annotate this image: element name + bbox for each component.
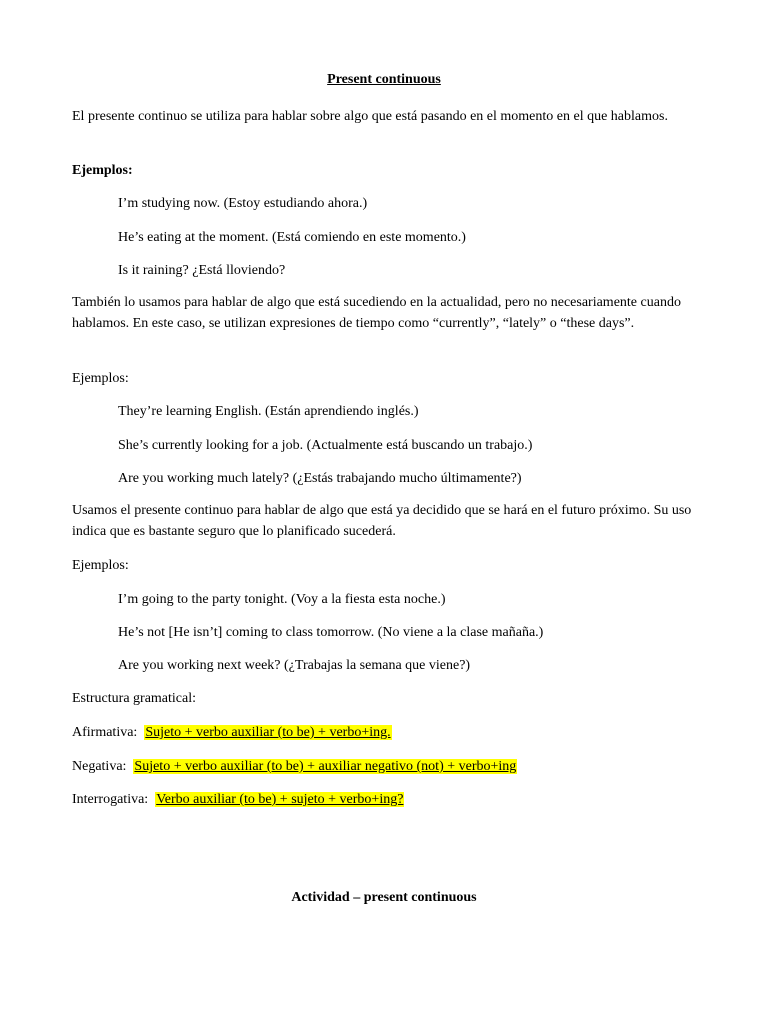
usage-paragraph-2: También lo usamos para hablar de algo que está sucediendo en la actualidad, pero no necesariamente cuando hablamos. En este caso, se utilizan expresiones de tiempo como “currently”, “lately” o “these days”. [72,295,681,331]
example-line: Are you working next week? (¿Trabajas la semana que viene?) [118,658,471,673]
example-line: I’m going to the party tonight. (Voy a la fiesta esta noche.) [118,592,446,607]
structure-interrogative [72,789,702,810]
structure-negative [72,756,702,777]
usage-paragraph-3: Usamos el presente continuo para hablar de algo que está ya decidido que se hará en el futuro próximo. Su uso indica que es bastante seguro que lo planificado sucederá. [72,503,692,539]
intro-paragraph: El presente continuo se utiliza para hablar sobre algo que está pasando en el momento en el que hablamos. [72,109,668,124]
structure-formula: Sujeto + verbo auxiliar (to be) + verbo+ing. [145,725,391,740]
structure-formula: Verbo auxiliar (to be) + sujeto + verbo+ing? [156,792,404,807]
example-line: He’s eating at the moment. (Está comiendo en este momento.) [118,230,466,245]
example-line: They’re learning English. (Están aprendiendo inglés.) [118,404,419,419]
structure-label: Interrogativa: [72,792,149,807]
structure-label: Negativa: [72,759,127,774]
example-line: He’s not [He isn’t] coming to class tomorrow. (No viene a la clase mañaña.) [118,625,544,640]
structure-affirmative [72,722,702,743]
page-title: Present continuous [327,72,441,87]
structure-label: Afirmativa: [72,725,138,740]
example-line: She’s currently looking for a job. (Actualmente está buscando un trabajo.) [118,438,533,453]
activity-title: Actividad – present continuous [291,890,477,905]
example-line: I’m studying now. (Estoy estudiando ahora.) [118,196,368,211]
examples-heading: Ejemplos: [72,163,133,178]
structure-formula: Sujeto + verbo auxiliar (to be) + auxiliar negativo (not) + verbo+ing [134,759,517,774]
structure-heading: Estructura gramatical: [72,691,196,706]
example-line: Is it raining? ¿Está lloviendo? [118,263,286,278]
examples-label: Ejemplos: [72,558,129,573]
example-line: Are you working much lately? (¿Estás trabajando mucho últimamente?) [118,471,522,486]
examples-label: Ejemplos: [72,371,129,386]
